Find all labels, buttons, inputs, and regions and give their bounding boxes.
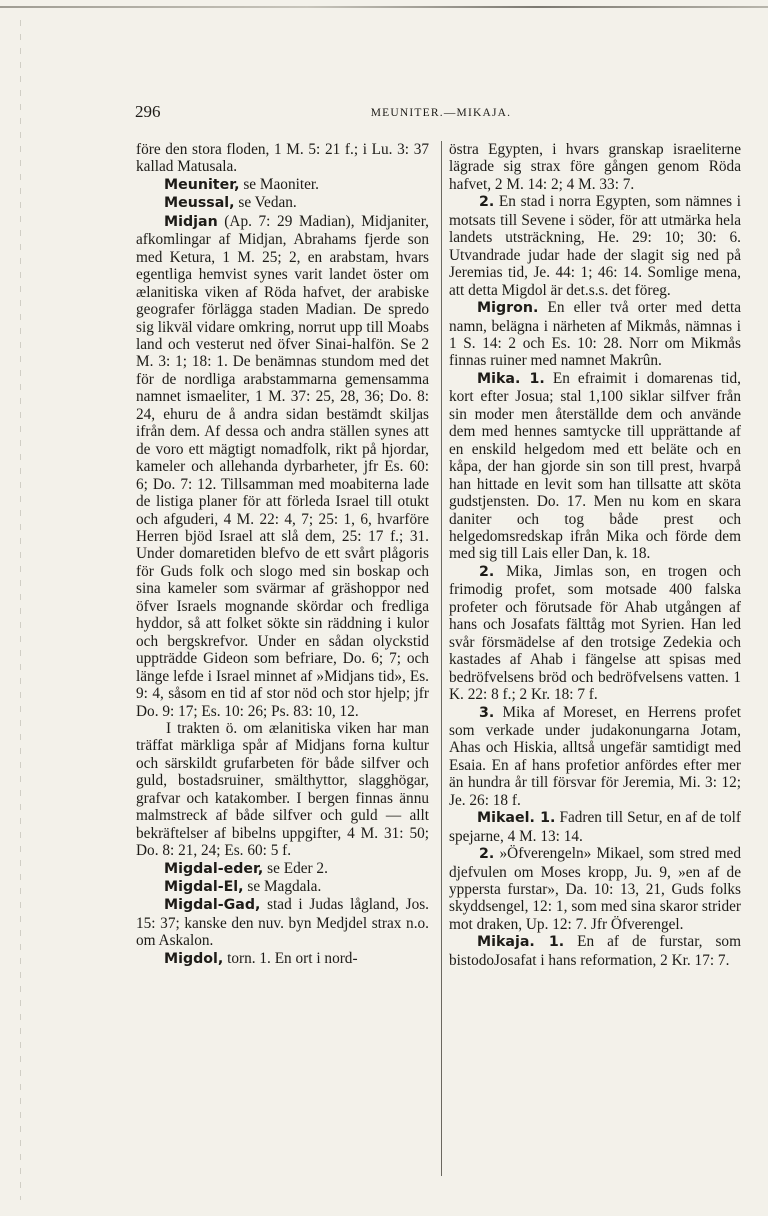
entry-headword: 2. xyxy=(479,194,495,211)
entry-text: »Öfverengeln» Mikael, som stred med djefvulen om Moses kropp, Ju. 9, »en af de yppersta furstar», Da. 10: 13, 21, Guds folks skyddsengel, 12: 1, som med sina skaror strider mot draken, Up. 12: 7. Jfr Öfverengel. xyxy=(449,845,741,933)
entry-mikaja xyxy=(449,933,741,969)
entry-text: En eller två orter med detta namn, belägna i närheten af Mikmås, nämnas i 1 S. 14: 2 och Es. 10: 28. Norr om Mikmås finnas ruiner med namnet Makrûn. xyxy=(449,299,741,370)
entry-text: (Ap. 7: 29 Madian), Midjaniter, afkomlingar af Midjan, Abrahams fjerde son med Ketura, 1 M. 25; 2, en arabstam, hvars egentliga hemvist synes varit landet öster om ælanitiska viken af Röda hafvet, der arabiske geografer förlägga staden Madian. De spredo sig likväl vidare omkring, norrut upp till Moabs land och vesterut ned öfver Sinai-halfön. Se 2 M. 3: 1; 18: 1. De benämnas stundom med det för de nordliga arabstammarna gemensamma namnet ismaeliter, 1 M. 37: 25, 28, 36; Do. 8: 24, ehuru de å andra sidan bestämdt skiljas ifrån dem. Af dessa och andra ställen synes att de voro ett mägtigt nomadfolk, rikt på hjordar, kameler och allehanda dyrbarheter, jfr Es. 60: 6; Do. 7: 12. Tillsamman med moabiterna lade de listiga planer för att förleda Israel till otukt och afguderi, 4 M. 22: 4, 7; 25: 1, 6, hvarföre Herren bjöd Israel att slå dem, 25: 17 f.; 31. Under domaretiden blefvo de ett svårt plågoris för Guds folk och slogo med sin boskap och sina kameler som svärmar af gräshoppor ned öfver Israels mognande skördar och fredliga hyddor, så att folket sökte sin räddning i kulor och bergskrefvor. Under en sådan olyckstid uppträdde Gideon som befriare, Do. 6; 7; och länge lefde i Israel minnet af »Midjans tid», Es. 9: 4, såsom en tid af stor nöd och stor hjelp; jfr Do. 9: 17; Es. 10: 26; Ps. 83: 10, 12. xyxy=(136,212,429,720)
column-rule xyxy=(441,141,442,1176)
left-column xyxy=(136,141,429,968)
page-top-edge xyxy=(0,6,768,8)
entry-headword: Migron. xyxy=(477,300,539,317)
entry-migdol-cont xyxy=(449,141,741,193)
entry-text: se Eder 2. xyxy=(263,859,328,877)
entry-headword: Mika. 1. xyxy=(477,370,545,387)
entry-headword: 2. xyxy=(479,563,495,580)
entry-migdal-el xyxy=(136,878,429,896)
entry-migdal-gad xyxy=(136,896,429,949)
entry-headword: 3. xyxy=(479,704,495,721)
entry-text: I trakten ö. om ælanitiska viken har man träffat märkliga spår af Midjans forna kultur och särskildt grufarbeten för både silfver och guld, bostadsruiner, smälthyttor, slagghögar, grafvar och katakomber. I bergen finnas ännu malmstreck af både silfver och guld — allt bekräftelser af bibelns uppgifter, 4 M. 31: 50; Do. 8: 21, 24; Es. 60: 5 f. xyxy=(136,719,429,860)
entry-headword: Migdol, xyxy=(164,950,224,967)
entry-text: Fadren till Setur, en af de tolf spejarne, 4 M. 13: 14. xyxy=(449,809,741,845)
entry-headword: Mikael. 1. xyxy=(477,810,556,827)
entry-mikael-2 xyxy=(449,845,741,933)
entry-methusalah-cont xyxy=(136,141,429,176)
page-number: 296 xyxy=(135,102,161,121)
entry-text: se Magdala. xyxy=(243,878,322,896)
page-header xyxy=(135,96,747,122)
entry-mika-3 xyxy=(449,704,741,810)
entry-text: Mika af Moreset, en Herrens profet som verkade under judakonungarna Jotam, Ahas och Hiskia, alltså ungefär samtidigt med Esaia. En af hans profetior anfördes efter mer än hundra år till försvar för Jeremia, Mi. 3: 12; Je. 26: 18 f. xyxy=(449,703,741,809)
entry-mika-2 xyxy=(449,563,741,704)
entry-headword: Midjan xyxy=(164,213,218,230)
entry-text: stad i Judas lågland, Jos. 15: 37; kanske den nuv. byn Medjdel strax n.o. om Askalon. xyxy=(136,896,429,950)
entry-headword: Migdal-Gad, xyxy=(164,897,261,914)
running-head: MEUNITER.—MIKAJA. xyxy=(370,107,512,119)
entry-migdol-2 xyxy=(449,193,741,299)
entry-headword: Mikaja. 1. xyxy=(477,934,565,951)
entry-mikael xyxy=(449,809,741,845)
entry-text: se Maoniter. xyxy=(239,175,319,193)
entry-migdal-eder xyxy=(136,860,429,878)
entry-meussal xyxy=(136,194,429,212)
entry-text: En efraimit i domarenas tid, kort efter Josua; stal 1,100 siklar silfver från sin moder men återställde dem och använde dem med hennes samtycke till upprättande af en enskild helgedom med ett beläte och en kåpa, der han gjorde sin son till prest, hvarpå han hittade en levit som han tillsatte att sköta gudstjensten. Do. 17. Men nu kom en skara daniter och tog både prest och helgedomsredskap ifrån Mika och förde dem med sig till Lais eller Dan, k. 18. xyxy=(449,369,741,563)
right-column xyxy=(449,141,741,969)
page-left-edge xyxy=(20,20,21,1200)
entry-midjan-para2 xyxy=(136,720,429,860)
entry-text: En af de furstar, som bistodoJosafat i hans reformation, 2 Kr. 17: 7. xyxy=(449,933,741,969)
entry-text: östra Egypten, i hvars granskap israeliterne lägrade sig strax före gången genom Röda hafvet, 2 M. 14: 2; 4 M. 33: 7. xyxy=(449,141,741,193)
entry-text: Mika, Jimlas son, en trogen och frimodig profet, som motsade 400 falska profeter och förutsade för Ahab utgången af hans och Josafats fälttåg mot Syrien. Han led svår försmädelse af den trotsige Zedekia och kastades af Ahab i fängelse att spisas med bedröfvelsens bröd och bedröfvelsens vatten. 1 K. 22: 8 f.; 2 Kr. 18: 7 f. xyxy=(449,562,741,704)
entry-migdol xyxy=(136,950,429,968)
entry-text: torn. 1. En ort i nord- xyxy=(223,949,358,967)
entry-mika xyxy=(449,370,741,563)
entry-headword: Meussal, xyxy=(164,195,235,212)
entry-headword: 2. xyxy=(479,846,495,863)
entry-text: se Vedan. xyxy=(234,194,297,212)
entry-meuniter xyxy=(136,176,429,194)
entry-text: före den stora floden, 1 M. 5: 21 f.; i Lu. 3: 37 kallad Matusala. xyxy=(136,141,429,176)
entry-text: En stad i norra Egypten, som nämnes i motsats till Sevene i söder, för att utmärka hela landets utsträckning, He. 29: 10; 30: 6. Utvandrade judar hade der slagit sig ned på Jeremias tid, Je. 44: 1; 46: 14. Somlige mena, att detta Migdol är det.s.s. det föreg. xyxy=(449,193,741,299)
entry-midjan xyxy=(136,213,429,720)
entry-headword: Migdal-eder, xyxy=(164,860,264,877)
entry-headword: Meuniter, xyxy=(164,176,240,193)
entry-headword: Migdal-El, xyxy=(164,879,244,896)
entry-migron xyxy=(449,299,741,370)
